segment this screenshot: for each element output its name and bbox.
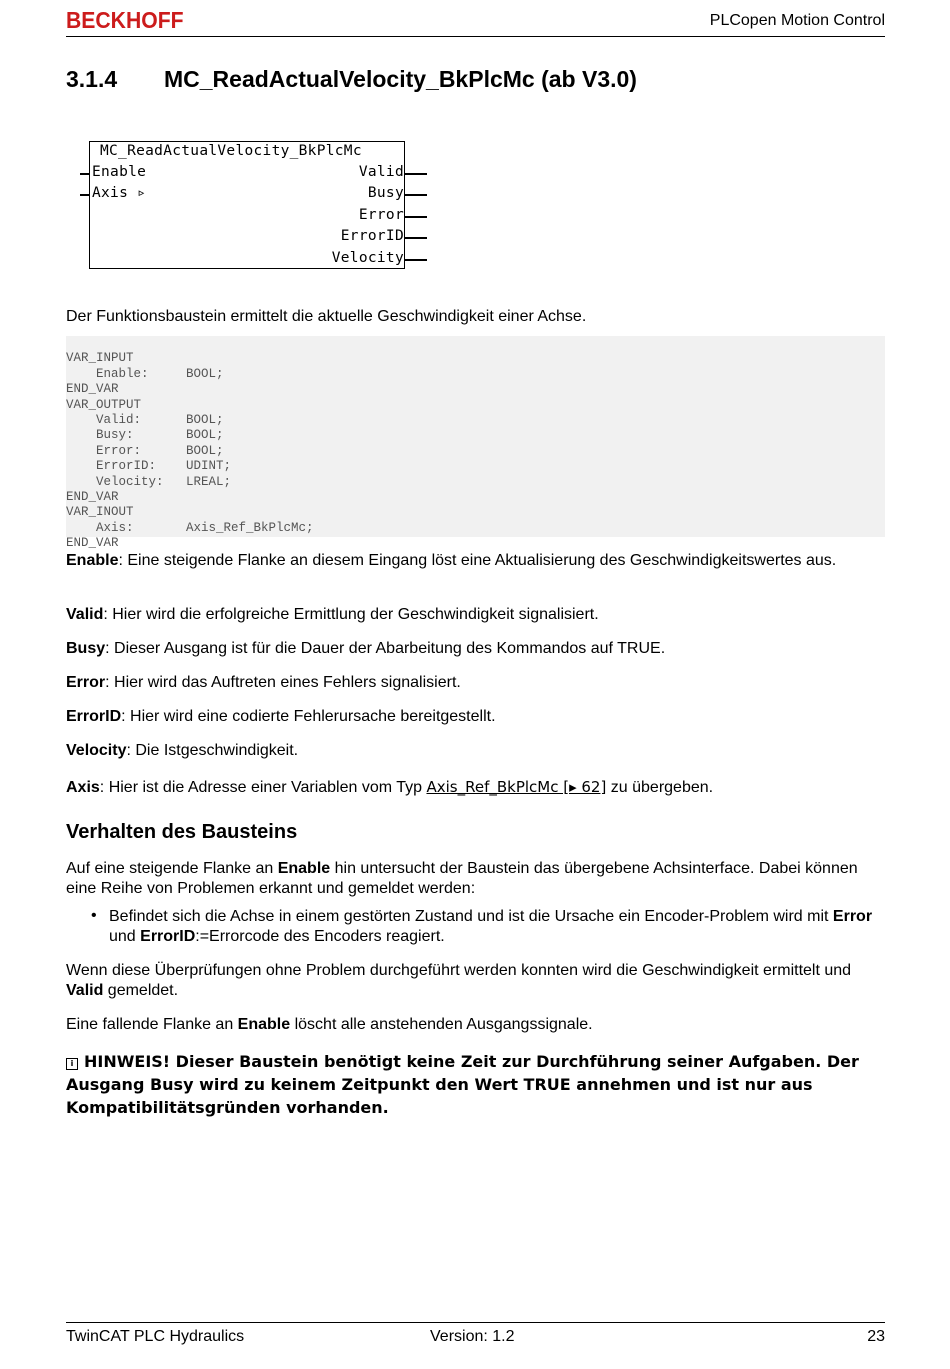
code-line: Velocity: LREAL; xyxy=(66,474,232,489)
footer-document-title: TwinCAT PLC Hydraulics xyxy=(66,1328,245,1345)
code-line: END_VAR xyxy=(66,490,119,505)
behaviour-paragraph-2 xyxy=(66,961,886,1001)
text: Auf eine steigende Flanke an xyxy=(66,860,278,877)
text: gemeldet. xyxy=(103,982,179,999)
footer-version: Version: 1.2 xyxy=(430,1328,515,1345)
input-enable-label: Enable xyxy=(92,164,147,180)
code-line: VAR_INPUT xyxy=(66,351,134,366)
param-name: Velocity xyxy=(66,742,127,759)
valid-keyword: Valid xyxy=(66,982,104,999)
output-busy-label: Busy xyxy=(367,185,404,201)
header-title: PLCopen Motion Control xyxy=(709,12,885,29)
section-heading xyxy=(66,66,637,93)
footer-divider xyxy=(66,1322,885,1323)
param-name: Axis xyxy=(66,779,100,796)
error-keyword: Error xyxy=(832,908,873,925)
param-name: Valid xyxy=(66,606,104,623)
code-line: Enable: BOOL; xyxy=(66,366,224,381)
output-pin xyxy=(405,259,427,261)
code-line: END_VAR xyxy=(66,382,119,397)
param-name: Busy xyxy=(66,640,106,657)
code-line: VAR_OUTPUT xyxy=(66,397,142,412)
param-description: : Eine steigende Flanke an diesem Eingang löst eine Aktualisierung des Geschwindigkeitswertes aus. xyxy=(118,552,837,569)
text: Eine fallende Flanke an xyxy=(66,1016,238,1033)
param-description: : Dieser Ausgang ist für die Dauer der Abarbeitung des Kommandos auf TRUE. xyxy=(105,640,666,657)
param-description: : Die Istgeschwindigkeit. xyxy=(126,742,299,759)
code-line: Valid: BOOL; xyxy=(66,413,224,428)
section-number: 3.1.4 xyxy=(66,66,118,92)
input-pin xyxy=(80,194,90,196)
bullet-item xyxy=(109,907,889,947)
param-description: : Hier wird die erfolgreiche Ermittlung der Geschwindigkeit signalisiert. xyxy=(103,606,599,623)
param-velocity xyxy=(66,741,886,761)
param-description: : Hier wird das Auftreten eines Fehlers signalisiert. xyxy=(105,674,461,691)
param-errorid xyxy=(66,707,886,727)
param-name: ErrorID xyxy=(66,708,122,725)
beckhoff-logo: BECKHOFF xyxy=(66,7,184,33)
output-errorid-label: ErrorID xyxy=(340,228,404,244)
bullet-marker: • xyxy=(91,907,97,924)
intro-text: Der Funktionsbaustein ermittelt die aktuelle Geschwindigkeit einer Achse. xyxy=(66,308,587,325)
param-name: Enable xyxy=(66,552,119,569)
code-line: Error: BOOL; xyxy=(66,443,224,458)
code-line: Axis: Axis_Ref_BkPlcMc; xyxy=(66,520,314,535)
param-error xyxy=(66,673,886,693)
errorid-keyword: ErrorID xyxy=(140,928,196,945)
param-busy xyxy=(66,639,886,659)
code-line: Busy: BOOL; xyxy=(66,428,224,443)
behaviour-paragraph-1 xyxy=(66,859,886,899)
footer-page-number: 23 xyxy=(867,1328,885,1345)
output-pin xyxy=(405,173,427,175)
output-error-label: Error xyxy=(358,207,404,223)
enable-keyword: Enable xyxy=(277,860,331,877)
note-text: HINWEIS! Dieser Baustein benötigt keine Zeit zur Durchführung seiner Aufgaben. Der Ausgang Busy wird zu keinem Zeitpunkt den Wert TRUE annehmen und ist nur aus Kompatibilitätsgründen vorhanden. xyxy=(66,1052,859,1117)
output-pin xyxy=(405,216,427,218)
output-valid-label: Valid xyxy=(358,164,404,180)
param-description-end: zu übergeben. xyxy=(606,779,714,796)
code-line: VAR_INOUT xyxy=(66,505,134,520)
behaviour-heading: Verhalten des Bausteins xyxy=(66,821,298,843)
note-box xyxy=(66,1050,866,1119)
text: löscht alle anstehenden Ausgangssignale. xyxy=(290,1016,593,1033)
code-line: ErrorID: UDINT; xyxy=(66,459,232,474)
param-valid xyxy=(66,605,886,625)
param-name: Error xyxy=(66,674,106,691)
function-block-name: MC_ReadActualVelocity_BkPlcMc xyxy=(100,143,362,159)
input-pin xyxy=(80,173,90,175)
behaviour-paragraph-3 xyxy=(66,1015,886,1035)
header-divider xyxy=(66,36,885,37)
text: hin untersucht der Baustein das übergebene Achsinterface. Dabei können eine Reihe von Problemen erkannt und gemeldet werden: xyxy=(66,860,858,897)
axis-ref-link[interactable]: Axis_Ref_BkPlcMc [▸ 62] xyxy=(426,778,607,796)
param-description: : Hier ist die Adresse einer Variablen vom Typ xyxy=(99,779,427,796)
code-listing xyxy=(66,336,314,567)
output-pin xyxy=(405,237,427,239)
text: :=Errorcode des Encoders reagiert. xyxy=(195,928,445,945)
text: Befindet sich die Achse in einem gestörten Zustand und ist die Ursache ein Encoder-Problem wird mit xyxy=(109,908,833,925)
param-enable xyxy=(66,551,886,571)
output-pin xyxy=(405,194,427,196)
enable-keyword: Enable xyxy=(237,1016,291,1033)
param-description: : Hier wird eine codierte Fehlerursache bereitgestellt. xyxy=(121,708,496,725)
code-line: END_VAR xyxy=(66,536,119,551)
output-velocity-label: Velocity xyxy=(331,250,404,266)
info-icon: i xyxy=(66,1058,78,1070)
text: und xyxy=(109,928,141,945)
input-axis-label: Axis ▹ xyxy=(92,185,147,201)
text: Wenn diese Überprüfungen ohne Problem durchgeführt werden konnten wird die Geschwindigkeit ermittelt und xyxy=(66,962,852,979)
param-axis xyxy=(66,777,886,798)
section-title: MC_ReadActualVelocity_BkPlcMc (ab V3.0) xyxy=(164,66,637,92)
